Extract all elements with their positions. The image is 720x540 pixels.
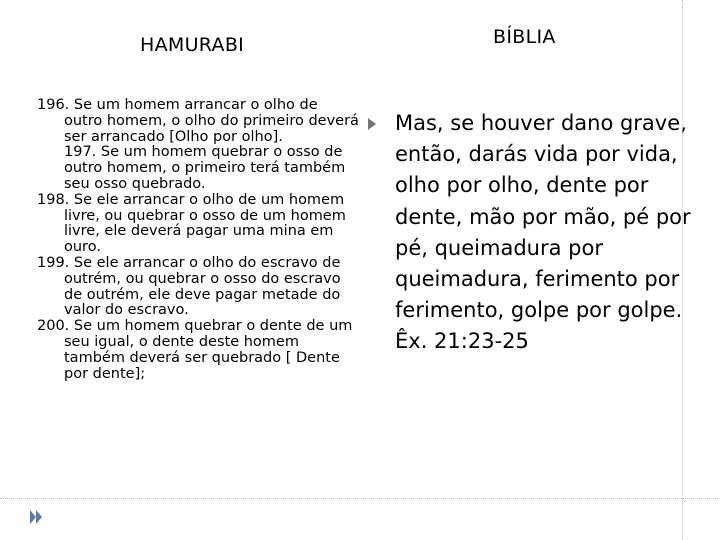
biblia-text: Mas, se houver dano grave, então, darás vida por vida, olho por olho, dente por dente, mão por mão, pé por pé, queimadura por queimadura, ferimento por ferimento, golpe por golpe. Êx. 21:23-25 [395, 111, 691, 354]
left-heading: HAMURABI [140, 34, 245, 56]
law-197: 197. Se um homem quebrar o osso de outro homem, o primeiro terá também seu osso quebrado. [64, 144, 346, 192]
law-199: 199. Se ele arrancar o olho do escravo de outrém, ou quebrar o osso do escravo de outrém, ele deve pagar metade do valor do escravo. [37, 254, 341, 319]
triangle-bullet-icon [368, 118, 376, 130]
right-divider [682, 0, 683, 540]
hamurabi-laws [37, 98, 359, 382]
biblia-bullet [368, 108, 698, 358]
law-196: 196. Se um homem arrancar o olho de outro homem, o olho do primeiro deverá ser arrancado [Olho por olho]. [37, 97, 359, 145]
law-198: 198. Se ele arrancar o olho de um homem livre, ou quebrar o osso de um homem livre, ele deverá pagar uma mina em ouro. [37, 191, 346, 256]
bottom-divider [0, 498, 720, 499]
law-200: 200. Se um homem quebrar o dente de um seu igual, o dente deste homem também deverá ser quebrado [ Dente por dente]; [37, 318, 353, 382]
double-chevron-right-icon[interactable] [28, 508, 44, 526]
right-heading: BÍBLIA [493, 26, 556, 48]
